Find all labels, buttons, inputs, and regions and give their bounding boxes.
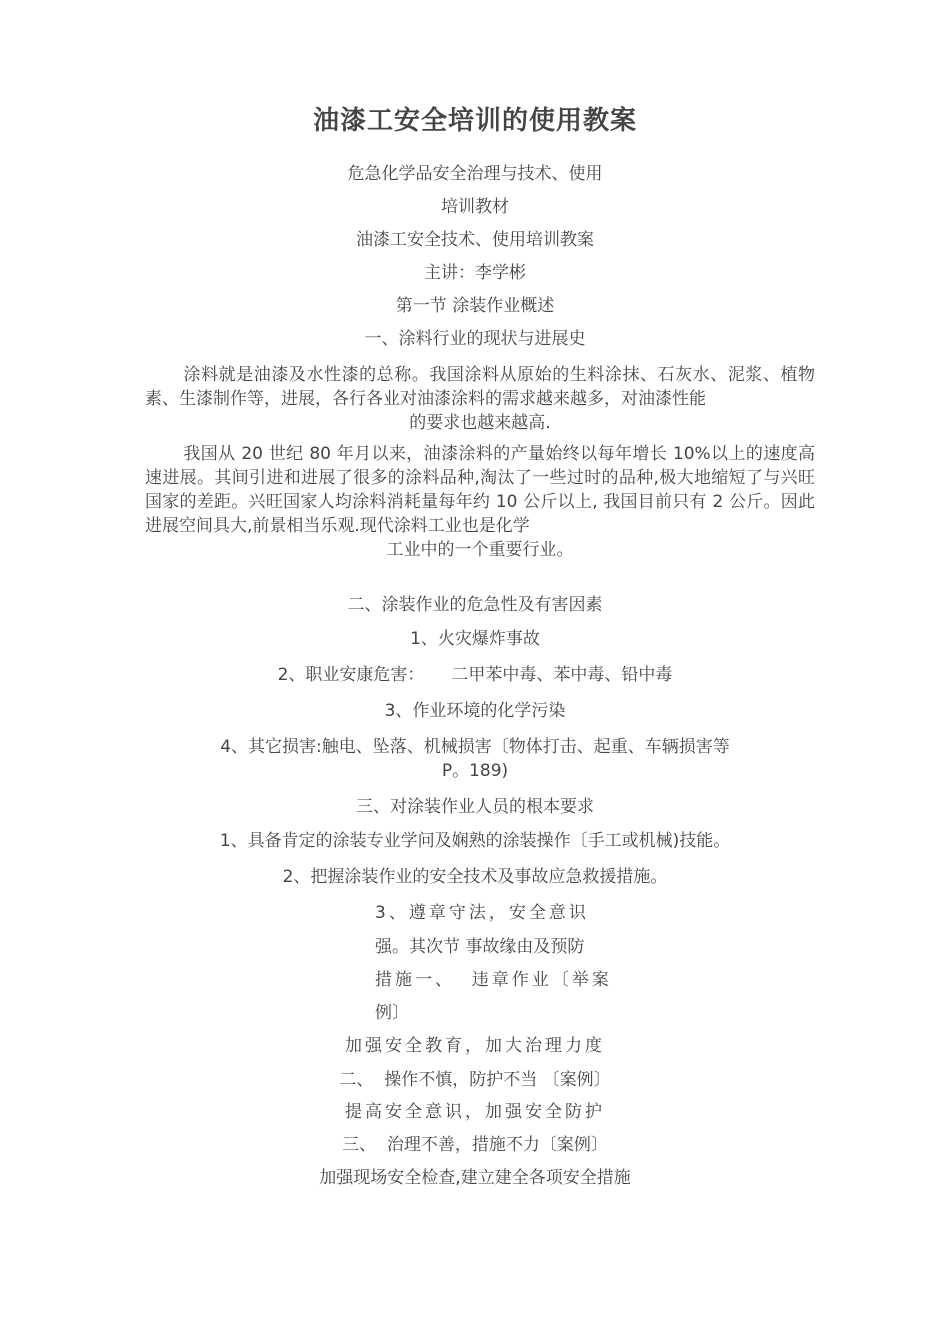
subtitle-line: 危急化学品安全治理与技术、使用 xyxy=(347,164,603,184)
list-item: 2、职业安康危害： 二甲苯中毒、苯中毒、铅中毒 xyxy=(277,665,673,685)
section-heading: 三、对涂装作业人员的根本要求 xyxy=(356,797,594,817)
measure-line: 加强现场安全检查,建立建全各项安全措施 xyxy=(319,1168,631,1188)
list-item: 1、火灾爆炸事故 xyxy=(410,629,540,649)
cause-heading: 三、 治理不善，措施不力〔案例〕 xyxy=(342,1135,608,1155)
section-heading: 第一节 涂装作业概述 xyxy=(395,296,555,316)
list-item: 4、其它损害:触电、坠落、机械损害〔物体打击、起重、车辆损害等 xyxy=(220,737,730,757)
list-item: 3、作业环境的化学污染 xyxy=(384,701,566,721)
paragraph-1-text: 涂料就是油漆及水性漆的总称。我国涂料从原始的生料涂抹、石灰水、泥浆、植物素、生漆制作等，进展，各行各业对油漆涂料的需求越来越多，对油漆性能 xyxy=(145,365,815,409)
list-item-continued: 强。其次节 事故缘由及预防 xyxy=(375,937,585,957)
paragraph-1-tail: 的要求也越来越高. xyxy=(409,413,551,433)
subtitle-line: 油漆工安全技术、使用培训教案 xyxy=(356,230,594,250)
subtitle-line: 培训教材 xyxy=(441,197,509,217)
section-heading: 二、涂装作业的危急性及有害因素 xyxy=(347,595,603,615)
cause-heading: 二、 操作不慎，防护不当 〔案例〕 xyxy=(339,1070,611,1090)
paragraph-2 xyxy=(145,442,815,562)
list-item-continued: 措施一、 违章作业〔举案 xyxy=(375,970,612,990)
subsection-heading: 一、涂料行业的现状与进展史 xyxy=(364,329,586,349)
lecturer-line: 主讲：李学彬 xyxy=(424,263,526,283)
paragraph-2-tail: 工业中的一个重要行业。 xyxy=(386,540,574,560)
list-item-continued: P。189) xyxy=(441,761,509,781)
measure-line: 加强安全教育，加大治理力度 xyxy=(345,1036,605,1056)
measure-line: 提高安全意识，加强安全防护 xyxy=(345,1102,605,1122)
paragraph-2-text: 我国从 20 世纪 80 年月以来，油漆涂料的产量始终以每年增长 10%以上的速度高速进展。其间引进和进展了很多的涂料品种,淘汰了一些过时的品种,极大地缩短了与兴旺国家的差距。兴旺国家人均涂料消耗量每年约 10 公斤以上, 我国目前只有 2 公斤。因此进展空间具大,前景相当乐观.现代涂料工业也是化学 xyxy=(145,444,815,536)
list-item: 3、遵章守法，安全意识 xyxy=(375,903,589,923)
paragraph-1 xyxy=(145,363,815,435)
list-item: 2、把握涂装作业的安全技术及事故应急救援措施。 xyxy=(282,867,668,887)
document-title: 油漆工安全培训的使用教案 xyxy=(312,106,637,136)
list-item: 1、具备肯定的涂装专业学问及娴熟的涂装操作〔手工或机械)技能。 xyxy=(219,831,731,851)
list-item-continued: 例〕 xyxy=(375,1003,409,1023)
